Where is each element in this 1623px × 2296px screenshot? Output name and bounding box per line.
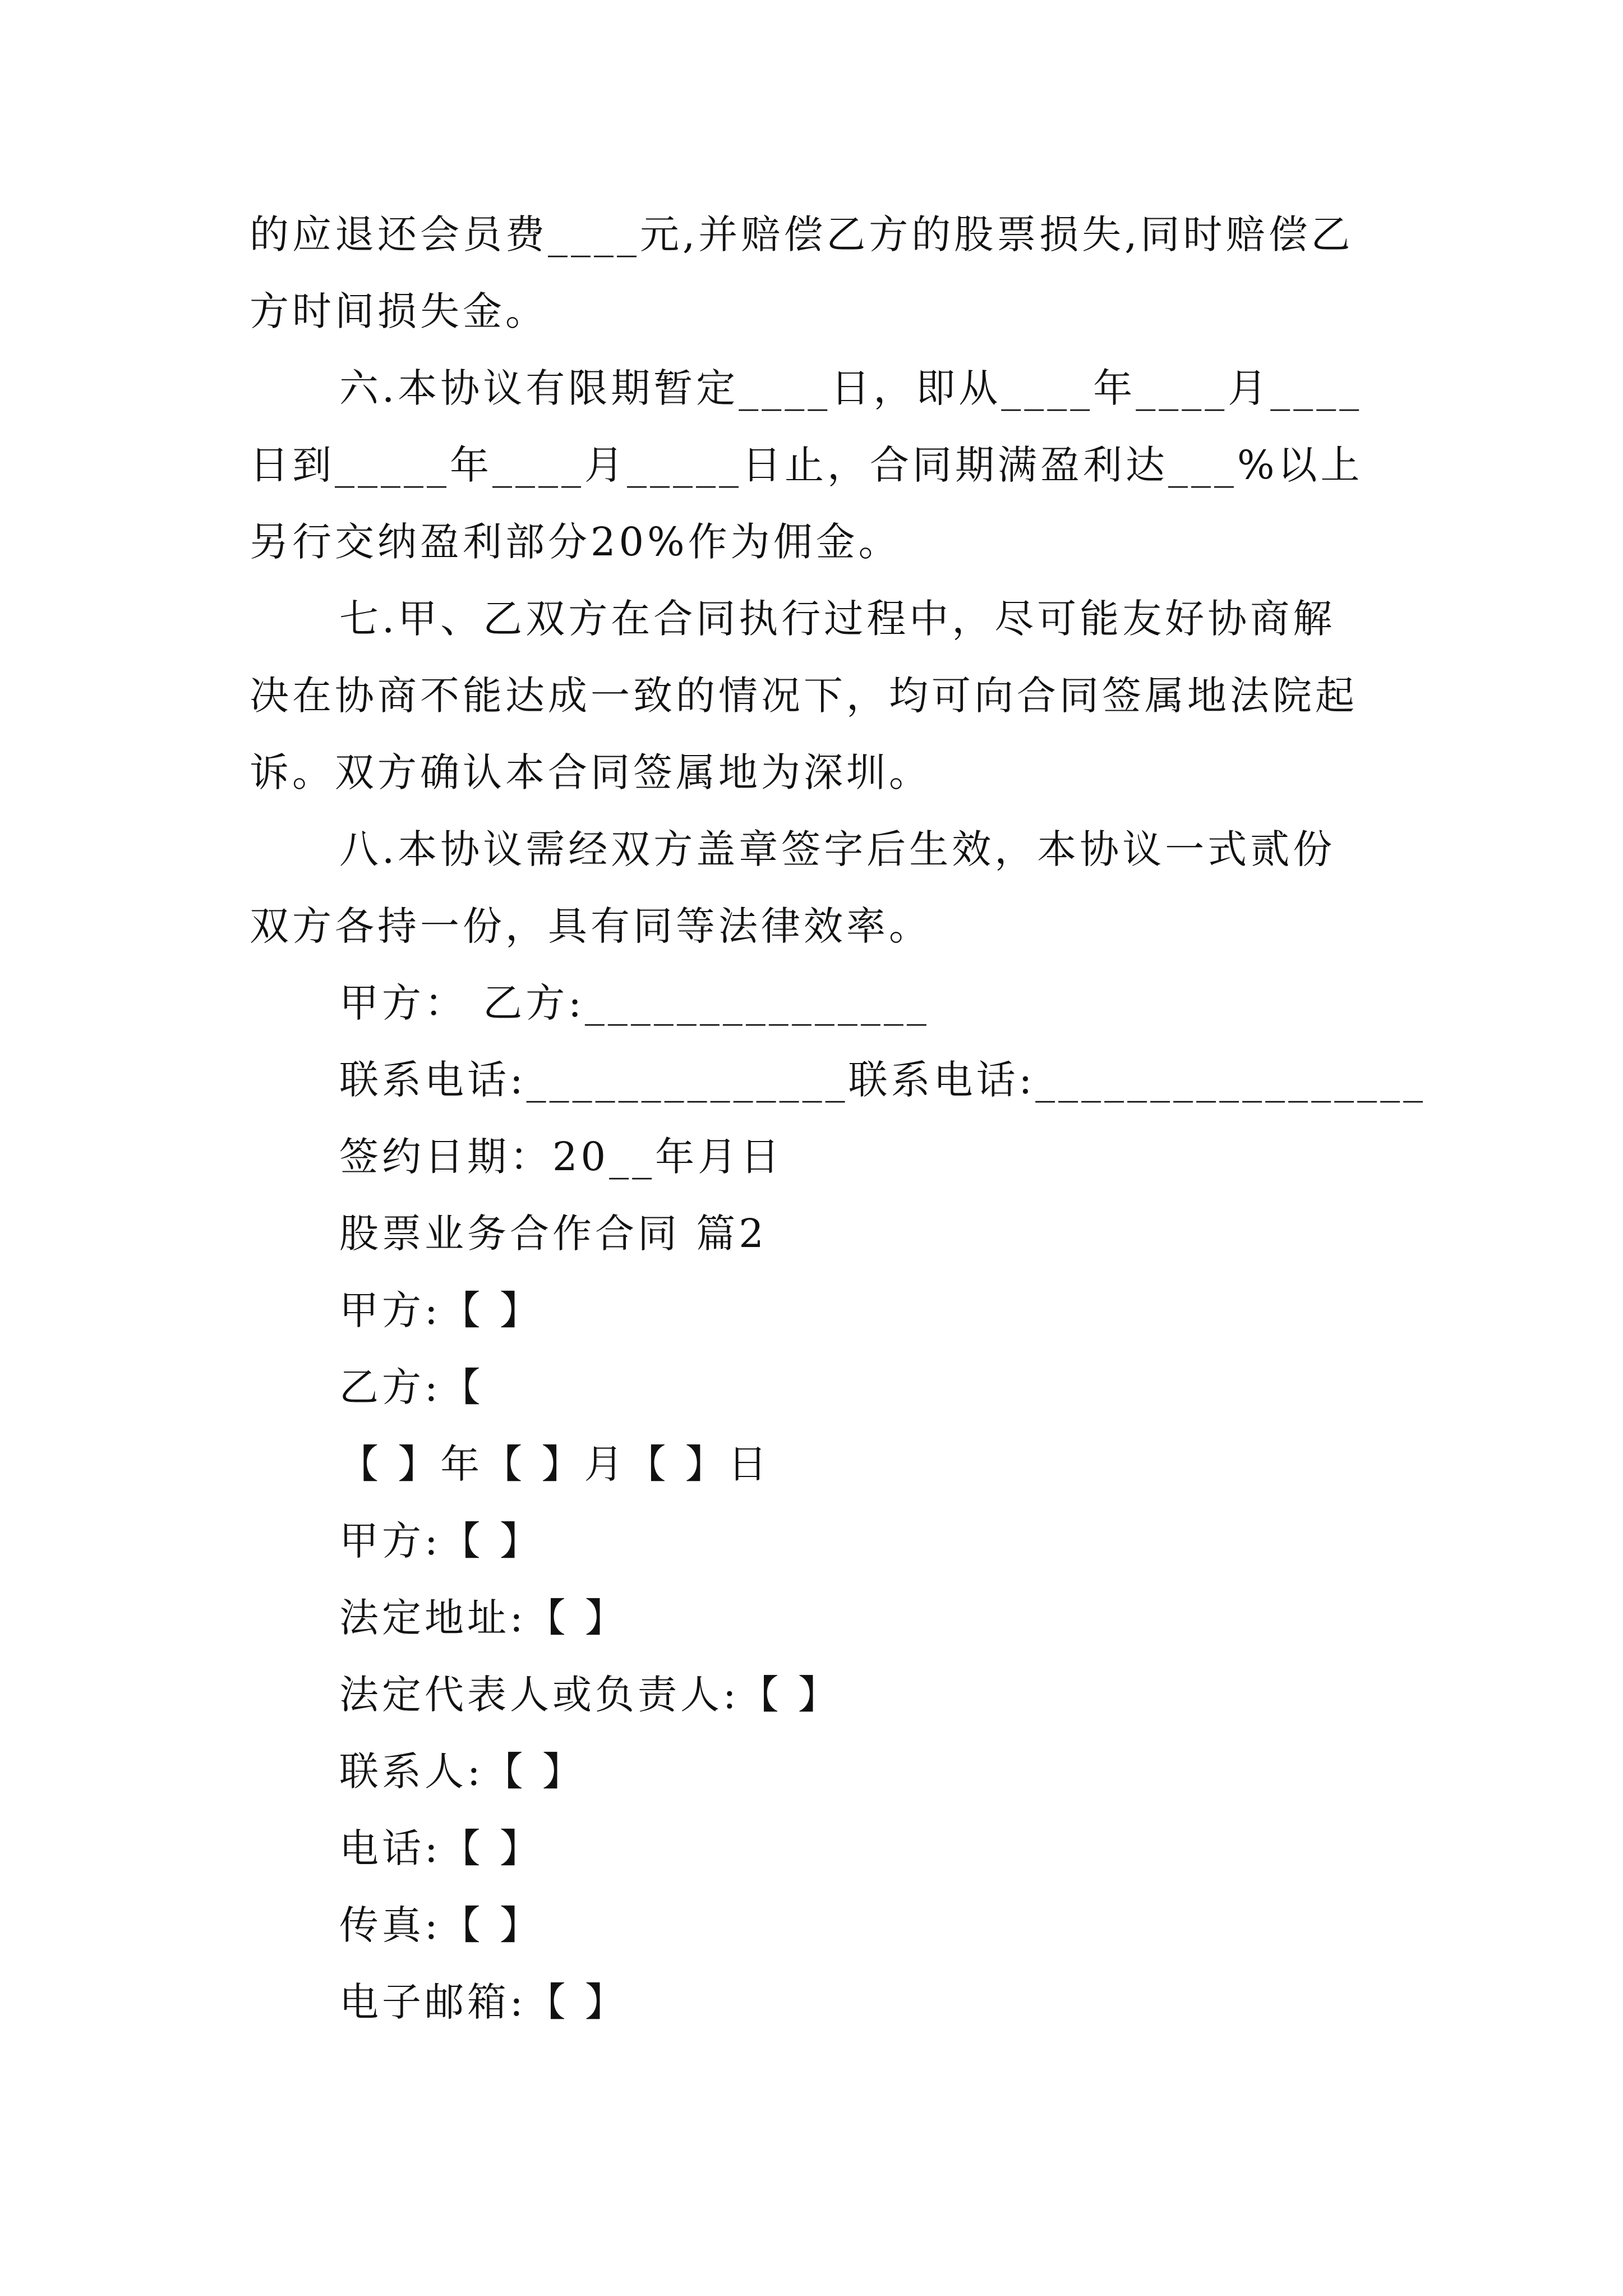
signature-phones: 联系电话:______________联系电话:_________________: [339, 1057, 1427, 1103]
field-party-b: 乙方:【: [339, 1364, 484, 1410]
paragraph-line: 双方各持一份，具有同等法律效率。: [250, 903, 932, 949]
field-legal-representative: 法定代表人或负责人:【 】: [339, 1672, 841, 1718]
field-contact-person: 联系人:【 】: [339, 1749, 585, 1795]
clause-seven: 七.甲、乙双方在合同执行过程中，尽可能友好协商解: [339, 596, 1336, 642]
paragraph-line: 诉。双方确认本合同签属地为深圳。: [250, 749, 932, 795]
clause-eight: 八.本协议需经双方盖章签字后生效，本协议一式贰份: [339, 826, 1336, 872]
field-party-a: 甲方:【 】: [339, 1287, 542, 1333]
field-email: 电子邮箱:【 】: [339, 1979, 628, 2025]
paragraph-line: 另行交纳盈利部分20%作为佣金。: [250, 519, 901, 565]
field-fax: 传真:【 】: [339, 1902, 542, 1948]
signature-parties: 甲方： 乙方:_______________: [339, 980, 930, 1026]
clause-six: 六.本协议有限期暂定____日，即从____年____月____: [339, 365, 1363, 411]
document-body: [250, 196, 1427, 2041]
field-party-a: 甲方:【 】: [339, 1518, 542, 1564]
field-date: 【 】年【 】月【 】日: [339, 1441, 771, 1487]
paragraph-line: 决在协商不能达成一致的情况下，均可向合同签属地法院起: [250, 673, 1358, 719]
field-phone: 电话:【 】: [339, 1825, 542, 1871]
paragraph-line: 的应退还会员费____元,并赔偿乙方的股票损失,同时赔偿乙: [250, 211, 1354, 257]
paragraph-line: 日到_____年____月_____日止，合同期满盈利达___%以上: [250, 442, 1363, 488]
paragraph-line: 方时间损失金。: [250, 288, 548, 334]
signing-date: 签约日期：20__年月日: [339, 1134, 783, 1180]
section-heading: 股票业务合作合同 篇2: [339, 1211, 767, 1257]
field-legal-address: 法定地址:【 】: [339, 1595, 628, 1641]
